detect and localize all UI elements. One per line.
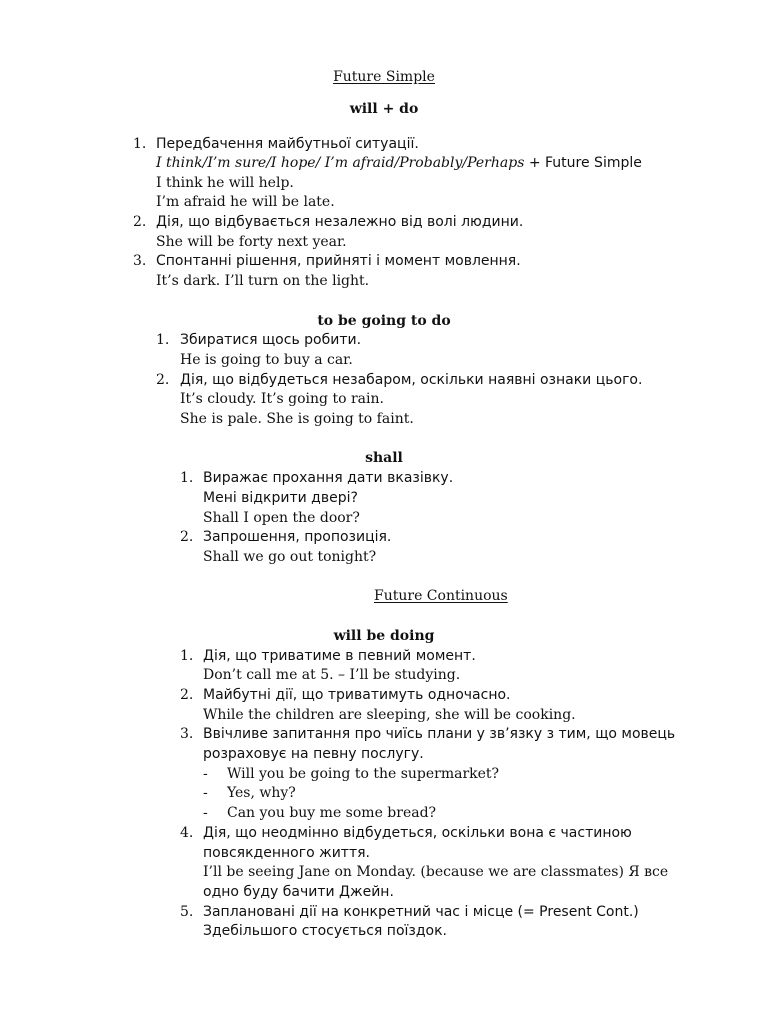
example-text: While the children are sleeping, she will be cooking. [203, 707, 576, 723]
subheading-shall: shall [365, 450, 403, 466]
rule-text: Запрошення, пропозиція. [203, 529, 392, 545]
dialog-dash: - [203, 766, 208, 782]
rule-text: Збиратися щось робити. [180, 332, 362, 348]
rule-text: Дія, що неодмінно відбудеться, оскільки вона є частиною [203, 825, 632, 841]
example-text: She is pale. She is going to faint. [180, 411, 414, 427]
example-text: I’m afraid he will be late. [156, 194, 335, 210]
markers-suffix: + Future Simple [524, 155, 642, 171]
rule-text-continued: повсякденного життя. [203, 845, 370, 861]
list-number: 2. [133, 214, 147, 230]
rule-text: Виражає прохання дати вказівку. [203, 470, 454, 486]
rule-text: Дія, що триватиме в певний момент. [203, 648, 476, 664]
list-number: 4. [180, 825, 194, 841]
subheading-will-do: will + do [349, 101, 419, 117]
list-number: 1. [133, 136, 147, 152]
subheading-going-to: to be going to do [317, 313, 451, 329]
dialog-dash: - [203, 805, 208, 821]
example-text: одно буду бачити Джейн. [203, 884, 394, 900]
list-number: 2. [156, 372, 170, 388]
rule-text-continued: розраховує на певну послугу. [203, 746, 424, 762]
list-number: 5. [180, 904, 194, 920]
rule-text: Майбутні дії, що триватимуть одночасно. [203, 687, 511, 703]
example-text: I’ll be seeing Jane on Monday. (because we are classmates) Я все [203, 864, 669, 880]
future-continuous-title: Future Continuous [374, 588, 508, 604]
list-number: 1. [180, 648, 194, 664]
rule-text-continued: Здебільшого стосується поїздок. [203, 923, 448, 939]
rule-text: Дія, що відбудеться незабаром, оскільки наявні ознаки цього. [180, 372, 643, 388]
example-text: She will be forty next year. [156, 234, 347, 250]
rule-text: Передбачення майбутньої ситуації. [156, 136, 419, 152]
list-number: 1. [180, 470, 194, 486]
list-number: 2. [180, 529, 194, 545]
future-simple-title: Future Simple [333, 69, 435, 85]
example-text: It’s dark. I’ll turn on the light. [156, 273, 370, 289]
subheading-will-be-doing: will be doing [333, 628, 435, 644]
example-text: It’s cloudy. It’s going to rain. [180, 391, 384, 407]
example-text: I think he will help. [156, 175, 294, 191]
dialog-line: Can you buy me some bread? [227, 805, 437, 821]
dialog-line: Will you be going to the supermarket? [227, 766, 500, 782]
example-text: Don’t call me at 5. – I’ll be studying. [203, 667, 461, 683]
list-number: 3. [180, 726, 194, 742]
example-text: He is going to buy a car. [180, 352, 353, 368]
example-text: Мені відкрити двері? [203, 490, 358, 506]
list-number: 2. [180, 687, 194, 703]
rule-text: Спонтанні рішення, прийняті і момент мовлення. [156, 253, 521, 269]
example-text: Shall we go out tonight? [203, 549, 377, 565]
dialog-dash: - [203, 785, 208, 801]
example-text: Shall I open the door? [203, 510, 360, 526]
rule-markers-line [156, 153, 642, 173]
dialog-line: Yes, why? [227, 785, 296, 801]
section-title-future-simple [0, 67, 768, 87]
rule-text: Дія, що відбувається незалежно від волі людини. [156, 214, 524, 230]
list-number: 1. [156, 332, 170, 348]
rule-text: Ввічливе запитання про чиїсь плани у зв’язку з тим, що мовець [203, 726, 676, 742]
markers-italic: I think/I’m sure/I hope/ I’m afraid/Probably/Perhaps [156, 155, 525, 171]
list-number: 3. [133, 253, 147, 269]
rule-text: Заплановані дії на конкретний час і місце (= Present Cont.) [203, 904, 639, 920]
section-title-future-continuous [0, 586, 768, 606]
